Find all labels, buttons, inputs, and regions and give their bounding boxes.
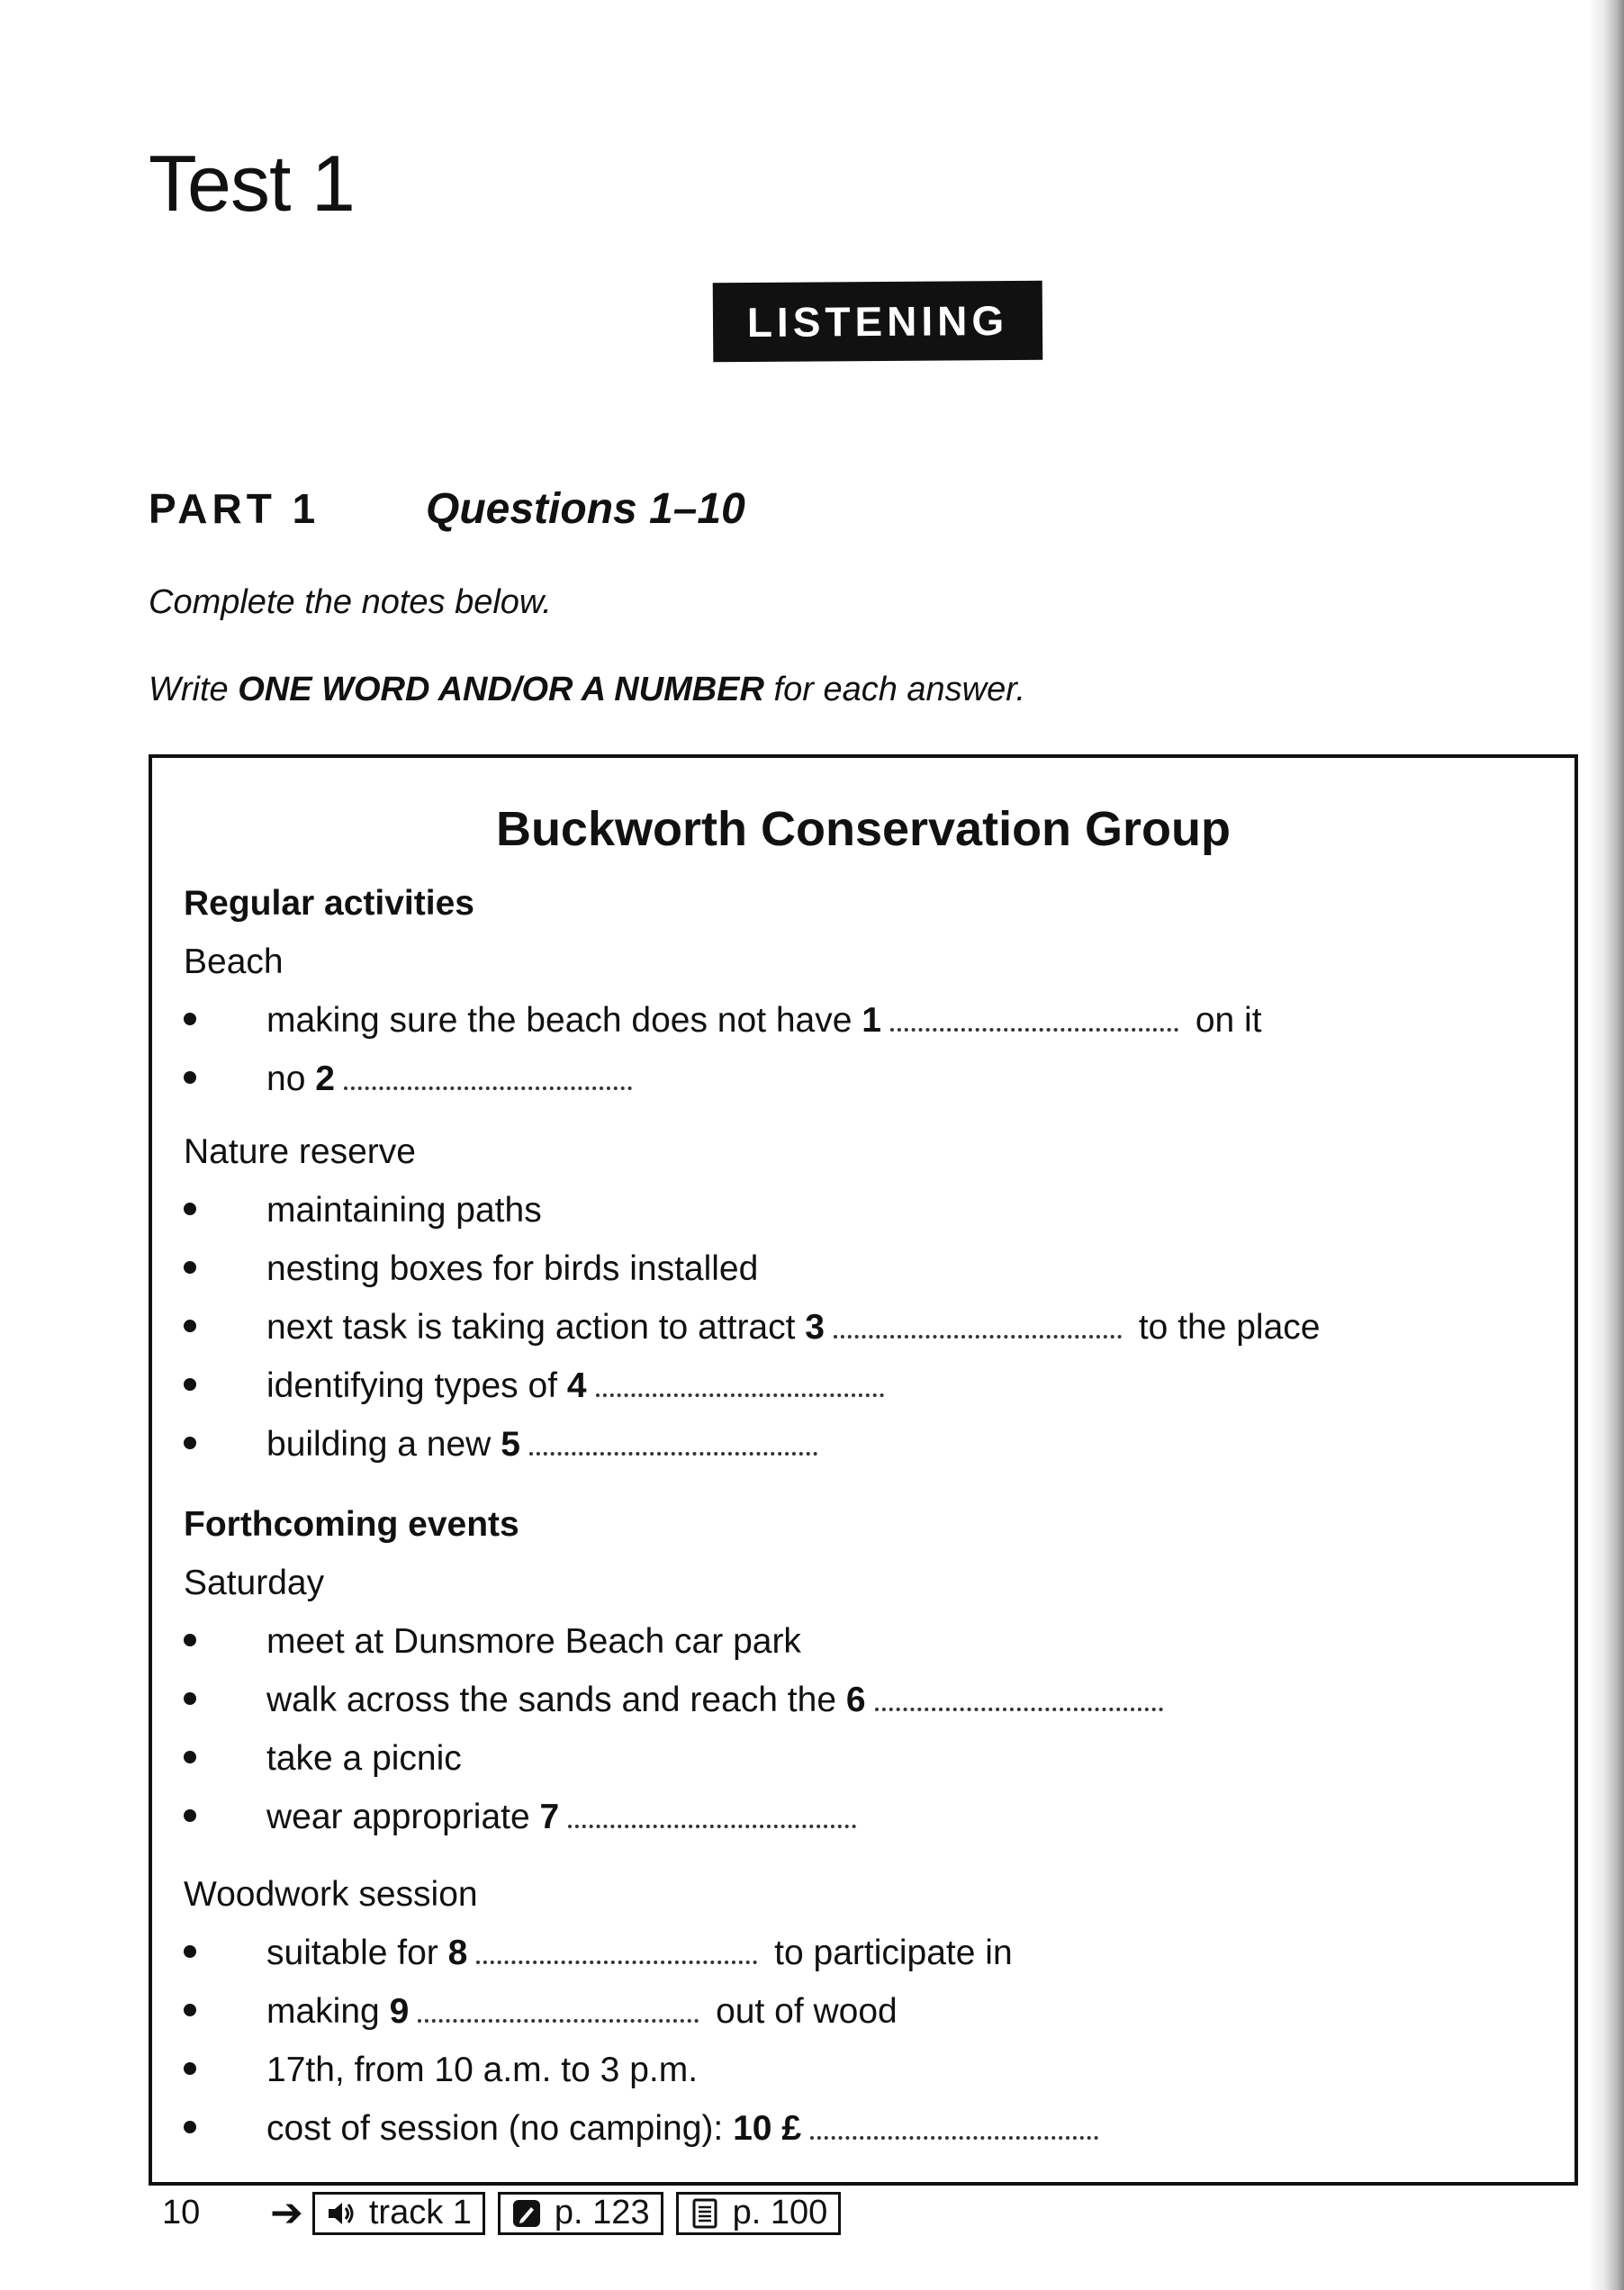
bullet-icon [184,1203,196,1215]
questions-range: Questions 1–10 [426,485,745,533]
woodwork-session-label: Woodwork session [184,1875,478,1914]
part-header [149,484,745,534]
list-item: making sure the beach does not have 1 on it [184,1003,1262,1038]
regular-activities-heading: Regular activities [184,884,474,923]
answer-gap-6[interactable] [875,1704,1163,1711]
answer-gap-1[interactable] [890,1024,1178,1032]
answer-key-reference[interactable] [498,2192,663,2235]
list-item: 17th, from 10 a.m. to 3 p.m. [184,2052,698,2087]
question-number-6: 6 [845,1681,866,1719]
track-label: track 1 [368,2194,472,2231]
list-item: making 9 out of wood [184,1994,898,2029]
list-item: identifying types of 4 [184,1368,891,1403]
page-footer [162,2190,853,2236]
answer-gap-9[interactable] [418,2015,699,2023]
word-limit-emphasis: ONE WORD AND/OR A NUMBER [238,671,764,708]
instruction-word-limit: Write ONE WORD AND/OR A NUMBER for each answer. [149,671,1026,708]
bullet-icon [184,1809,196,1822]
answer-gap-8[interactable] [476,1957,757,1964]
transcript-page: p. 100 [732,2194,828,2231]
test-title: Test 1 [149,139,355,228]
list-item: wear appropriate 7 [184,1799,863,1835]
answer-gap-2[interactable] [344,1083,632,1090]
answer-gap-5[interactable] [529,1448,817,1456]
question-number-3: 3 [805,1308,825,1347]
list-item: suitable for 8 to participate in [184,1935,1013,1970]
bullet-icon [184,1261,196,1274]
answer-gap-4[interactable] [596,1390,884,1397]
list-item: building a new 5 [184,1427,825,1462]
notes-title: Buckworth Conservation Group [495,802,1232,856]
list-item: take a picnic [184,1741,462,1776]
question-number-9: 9 [389,1992,410,2031]
nature-reserve-label: Nature reserve [184,1132,416,1171]
answer-gap-3[interactable] [834,1331,1122,1339]
list-item: next task is taking action to attract 3 to the place [184,1310,1320,1345]
beach-label: Beach [184,942,284,981]
notes-box [149,754,1578,2186]
answer-gap-10[interactable] [810,2132,1098,2140]
question-number-5: 5 [501,1425,520,1464]
bullet-icon [184,1071,196,1084]
question-number-10: 10 [733,2109,772,2148]
answer-key-icon [511,2198,542,2229]
list-item: meet at Dunsmore Beach car park [184,1624,801,1659]
question-number-8: 8 [447,1934,468,1972]
bullet-icon [184,1013,196,1025]
bullet-icon [184,2004,196,2016]
bullet-icon [184,1378,196,1391]
transcript-icon [690,2198,720,2229]
question-number-2: 2 [315,1059,335,1098]
instruction-complete-notes: Complete the notes below. [149,583,552,621]
page-number: 10 [162,2194,201,2231]
forthcoming-events-heading: Forthcoming events [184,1505,519,1544]
list-item: cost of session (no camping): 10 £ [184,2111,1105,2146]
list-item: no 2 [184,1061,639,1096]
bullet-icon [184,1320,196,1332]
bullet-icon [184,2062,196,2075]
bullet-icon [184,2121,196,2133]
saturday-label: Saturday [184,1564,325,1602]
page-edge-shadow [1588,0,1624,2290]
bullet-icon [184,1634,196,1646]
track-reference[interactable] [312,2192,485,2235]
answer-key-page: p. 123 [554,2194,650,2231]
section-banner: LISTENING [713,281,1043,363]
currency-symbol: £ [781,2109,802,2148]
question-number-4: 4 [566,1366,587,1405]
bullet-icon [184,1692,196,1705]
transcript-reference[interactable] [676,2192,842,2235]
speaker-icon [326,2198,356,2229]
part-label: PART 1 [149,485,320,532]
bullet-icon [184,1945,196,1958]
bullet-icon [184,1751,196,1763]
list-item: nesting boxes for birds installed [184,1251,758,1286]
arrow-right-icon: ➔ [270,2191,303,2235]
list-item: maintaining paths [184,1193,542,1228]
question-number-7: 7 [539,1798,560,1836]
list-item: walk across the sands and reach the 6 [184,1682,1170,1718]
question-number-1: 1 [862,1001,881,1040]
answer-gap-7[interactable] [568,1821,856,1828]
bullet-icon [184,1437,196,1449]
